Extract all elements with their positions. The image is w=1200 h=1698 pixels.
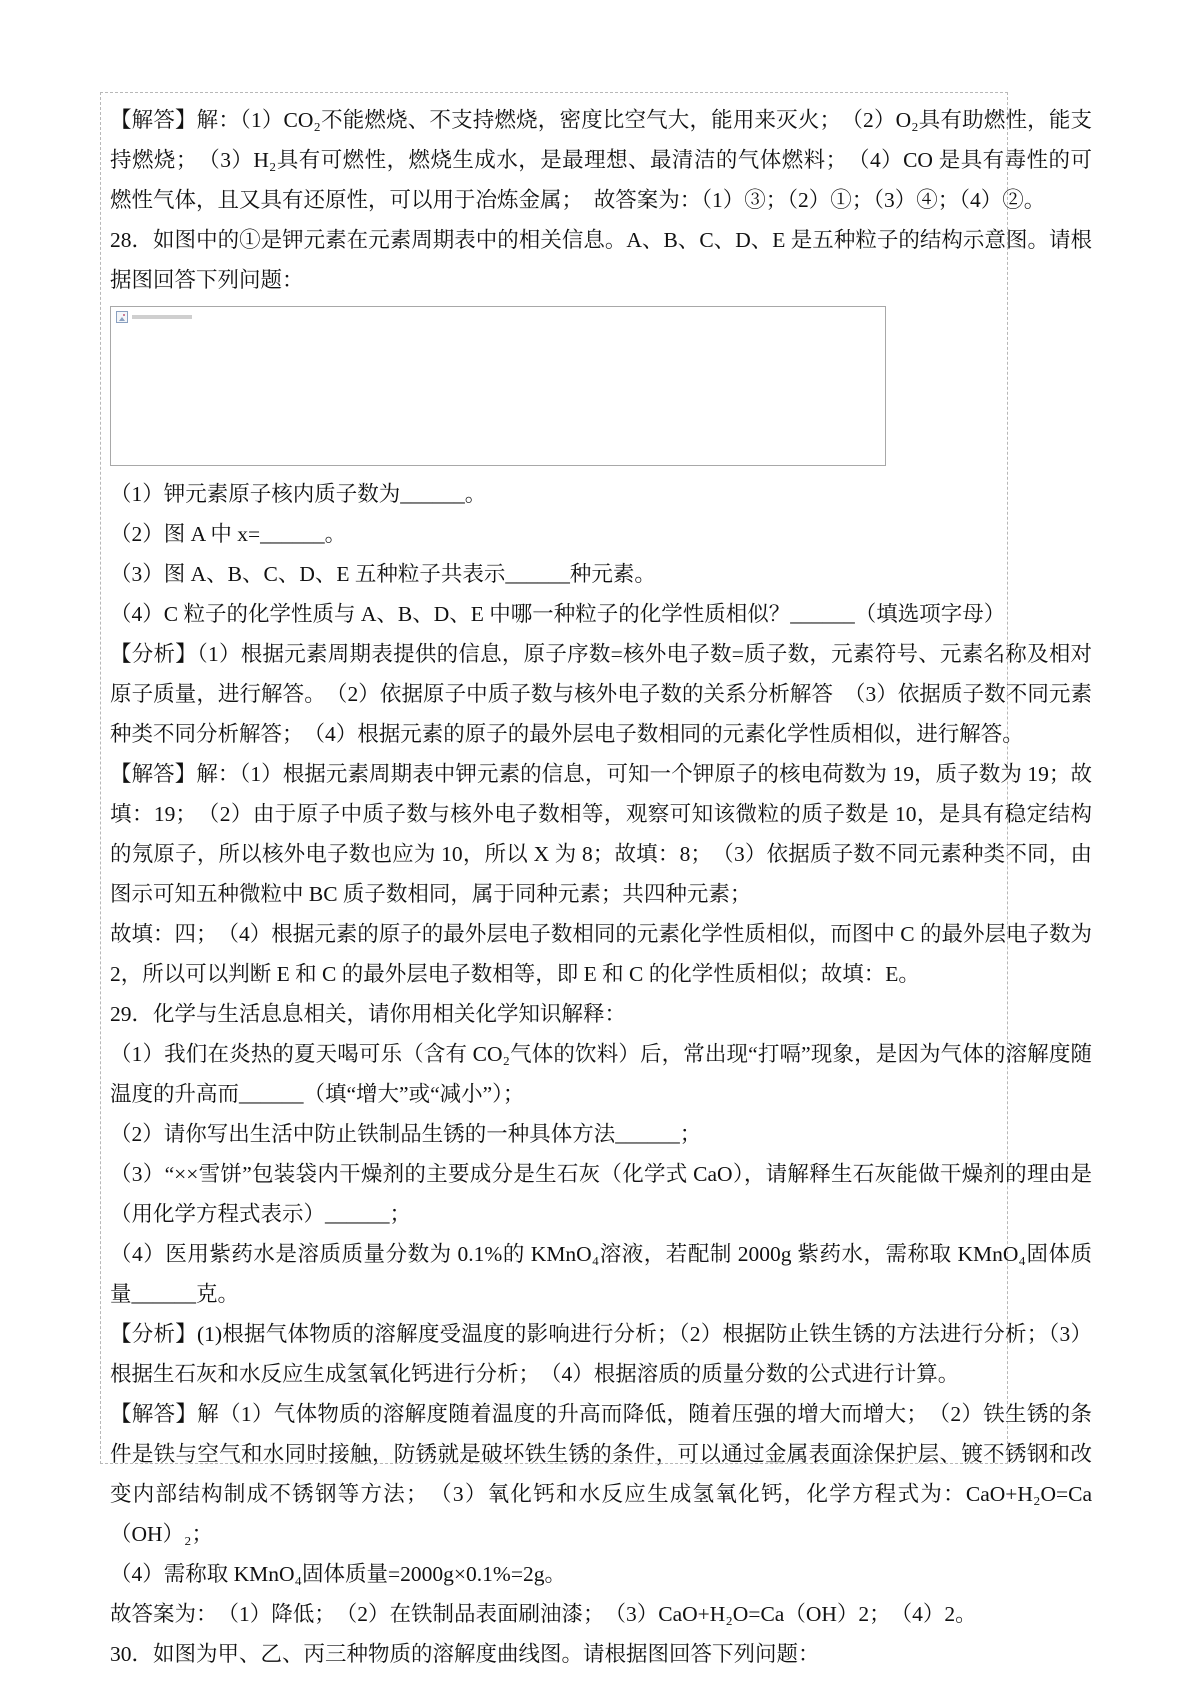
image-placeholder-icon <box>116 311 128 323</box>
q28-solution-paragraph-1: 【解答】解：（1）根据元素周期表中钾元素的信息，可知一个钾原子的核电荷数为 19，质子数为 19；故填：19； （2）由于原子中质子数与核外电子数相等，观察可知该微粒的质子数是 10，是具有稳定结构的氖原子，所以核外电子数也应为 10，所以 X 为 8；故填：8； （3）依据质子数不同元素种类不同，由图示可知五种微粒中 BC 质子数相同，属于同种元素；共四种元素； <box>110 762 1092 906</box>
question-30-stem: 30．如图为甲、乙、丙三种物质的溶解度曲线图。请根据图回答下列问题： <box>110 1642 820 1666</box>
document-content <box>110 100 1092 1674</box>
solution-q27-paragraph: 【解答】解：（1）CO₂不能燃烧、不支持燃烧，密度比空气大，能用来灭火； （2）O₂具有助燃性，能支持燃烧； （3）H₂具有可燃性，燃烧生成水，是最理想、最清洁的气体燃料； （4）CO 是具有毒性的可燃性气体，且又具有还原性，可以用于冶炼金属； 故答案为：（1）③；（2）①；（3）④；（4）②。 <box>110 108 1092 212</box>
image-placeholder-box <box>110 306 886 466</box>
q29-analysis-paragraph: 【分析】(1)根据气体物质的溶解度受温度的影响进行分析；（2）根据防止铁生锈的方法进行分析；（3）根据生石灰和水反应生成氢氧化钙进行分析； （4）根据溶质的质量分数的公式进行计算。 <box>110 1322 1092 1386</box>
q28-sub-question-3: （3）图 A、B、C、D、E 五种粒子共表示______种元素。 <box>110 562 656 586</box>
q29-answer-summary: 故答案为： （1）降低； （2）在铁制品表面刷油漆； （3）CaO+H₂O=Ca（OH）2； （4）2。 <box>110 1602 977 1626</box>
q28-sub-question-2: （2）图 A 中 x=______。 <box>110 522 347 546</box>
q29-sub-question-2: （2）请你写出生活中防止铁制品生锈的一种具体方法______； <box>110 1122 702 1146</box>
q29-sub-question-1: （1）我们在炎热的夏天喝可乐（含有 CO₂气体的饮料）后，常出现“打嗝”现象，是因为气体的溶解度随温度的升高而______（填“增大”或“减小”）； <box>110 1042 1092 1106</box>
q28-solution-paragraph-2: 故填：四； （4）根据元素的原子的最外层电子数相同的元素化学性质相似，而图中 C 的最外层电子数为 2，所以可以判断 E 和 C 的最外层电子数相等，即 E 和 C 的化学性质相似；故填：E。 <box>110 922 1092 986</box>
q28-analysis-paragraph: 【分析】（1）根据元素周期表提供的信息，原子序数=核外电子数=质子数，元素符号、元素名称及相对原子质量，进行解答。 （2）依据原子中质子数与核外电子数的关系分析解答 （3）依据质子数不同元素种类不同分析解答； （4）根据元素的原子的最外层电子数相同的元素化学性质相似，进行解答。 <box>110 642 1092 746</box>
q29-solution-paragraph-2: （4）需称取 KMnO₄固体质量=2000g×0.1%=2g。 <box>110 1562 566 1586</box>
image-placeholder-caption <box>132 315 192 319</box>
q29-sub-question-4: （4）医用紫药水是溶质质量分数为 0.1%的 KMnO₄溶液，若配制 2000g 紫药水，需称取 KMnO₄固体质量______克。 <box>110 1242 1092 1306</box>
q28-sub-question-4: （4）C 粒子的化学性质与 A、B、D、E 中哪一种粒子的化学性质相似？______（填选项字母） <box>110 602 1006 626</box>
q29-solution-paragraph-1: 【解答】解（1）气体物质的溶解度随着温度的升高而降低，随着压强的增大而增大； （2）铁生锈的条件是铁与空气和水同时接触，防锈就是破坏铁生锈的条件，可以通过金属表面涂保护层、镀不锈钢和改变内部结构制成不锈钢等方法； （3）氧化钙和水反应生成氢氧化钙，化学方程式为：CaO+H₂O=Ca（OH）₂； <box>110 1402 1092 1546</box>
question-28-stem: 28．如图中的①是钾元素在元素周期表中的相关信息。A、B、C、D、E 是五种粒子的结构示意图。请根据图回答下列问题： <box>110 228 1092 292</box>
q28-sub-question-1: （1）钾元素原子核内质子数为______。 <box>110 482 487 506</box>
question-29-stem: 29．化学与生活息息相关，请你用相关化学知识解释： <box>110 1002 627 1026</box>
image-placeholder <box>116 311 192 323</box>
q29-sub-question-3: （3）“××雪饼”包装袋内干燥剂的主要成分是生石灰（化学式 CaO），请解释生石灰能做干燥剂的理由是（用化学方程式表示）______； <box>110 1162 1092 1226</box>
